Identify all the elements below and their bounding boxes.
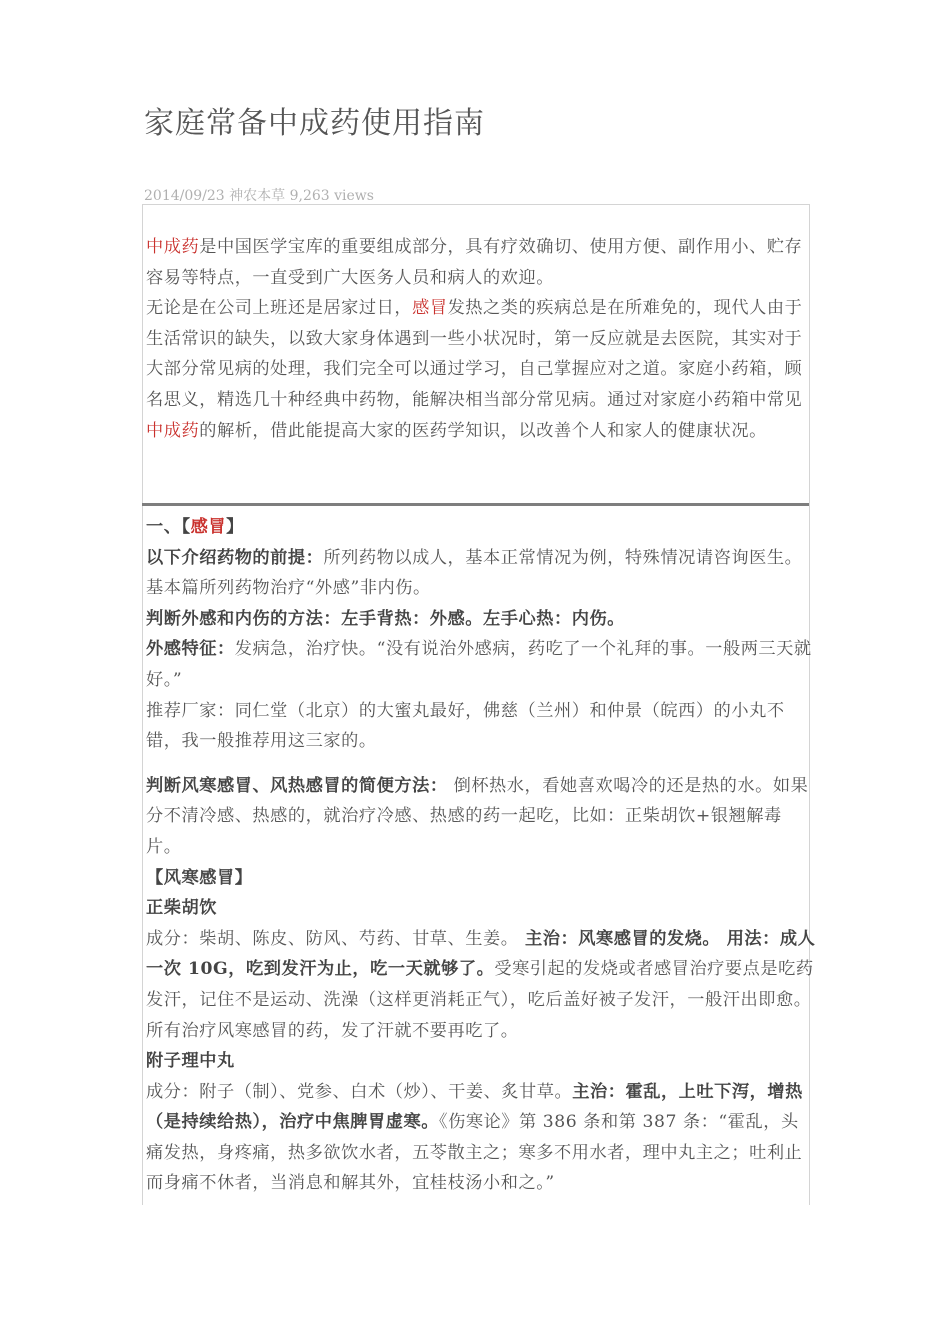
link-ganmao[interactable]: 感冒 (412, 298, 448, 319)
feature: 外感特征：发病急，治疗快。“没有说治外感病，药吃了一个礼拜的事。一般两三天就好。” (146, 639, 812, 690)
link-ganmao-judge[interactable]: 感冒 (216, 775, 253, 796)
drug1-name: 正柴胡饮 (146, 898, 217, 919)
section-heading: 一、【感冒】 (146, 517, 244, 537)
drug2-description: 成分：附子（制）、党参、白术（炒）、干姜、炙甘草。主治：霍乱，上吐下泻，增热（是持续给热），治疗中焦脾胃虚寒。《伤寒论》第 386 条和第 387 条：“霍乱，头痛发热，身疼痛，热多欲饮水者，五苓散主之；寒多不用水者，理中丸主之；吐利止而身痛不休者，当消息和解其外，宜桂枝汤小和之。” (146, 1081, 803, 1194)
method: 判断外感和内伤的方法：左手背热：外感。左手心热：内伤。 (146, 608, 625, 629)
section-cold (146, 512, 816, 1199)
intro-text-2b: 发热之类的疾病总是在所难免的，现代人由于生活常识的缺失，以致大家身体遇到一些小状况时，第一反应就是去医院，其实对于大部分常见病的处理，我们完全可以通过学习，自己掌握应对之道。家庭小药箱，顾名思义，精选几十种经典中药物，能解决相当部分常见病。通过对家庭小药箱中常见 (146, 298, 803, 410)
intro-paragraph-1 (146, 232, 811, 293)
link-zhongchengyao[interactable]: 中成药 (146, 237, 200, 257)
section-divider (142, 503, 809, 506)
intro-text-2a: 无论是在公司上班还是居家过日， (146, 298, 413, 319)
link-zhongchengyao-2[interactable]: 中成药 (146, 420, 200, 441)
drug2-name: 附子理中丸 (146, 1051, 235, 1072)
premise: 以下介绍药物的前提：所列药物以成人，基本正常情况为例，特殊情况请咨询医生。基本篇所列药物治疗“外感”非内伤。 (146, 547, 803, 599)
drug1-description: 成分：柴胡、陈皮、防风、芍药、甘草、生姜。 主治：风寒感冒的发烧。 用法：成人一次 10G，吃到发汗为止，吃一天就够了。受寒引起的发烧或者感冒治疗要点是吃药发汗，记住不是运动、洗澡（这样更消耗正气），吃后盖好被子发汗，一般汗出即愈。所有治疗风寒感冒的药，发了汗就不要再吃了。 (146, 928, 816, 1041)
post-meta: 2014/09/23 神农本草 9,263 views (144, 188, 374, 204)
wind-cold-heading: 【风寒感冒】 (146, 867, 253, 888)
page-title: 家庭常备中成药使用指南 (144, 106, 485, 141)
intro-text-1: 是中国医学宝库的重要组成部分，具有疗效确切、使用方便、副作用小、贮存容易等特点，一直受到广大医务人员和病人的欢迎。 (146, 237, 803, 288)
judge: 判断风寒感冒、风热感冒的简便方法： 倒杯热水，看她喜欢喝冷的还是热的水。如果分不清冷感、热感的，就治疗冷感、热感的药一起吃，比如：正柴胡饮+银翘解毒片。 (146, 775, 809, 857)
intro-text-2c: 的解析，借此能提高大家的医药学知识，以改善个人和家人的健康状况。 (199, 420, 767, 441)
article-intro (146, 232, 811, 446)
recommend: 推荐厂家：同仁堂（北京）的大蜜丸最好，佛慈（兰州）和仲景（皖西）的小丸不错，我一般推荐用这三家的。 (146, 700, 785, 752)
link-ganmao-heading[interactable]: 感冒 (190, 517, 227, 537)
intro-paragraph-2 (146, 293, 811, 446)
